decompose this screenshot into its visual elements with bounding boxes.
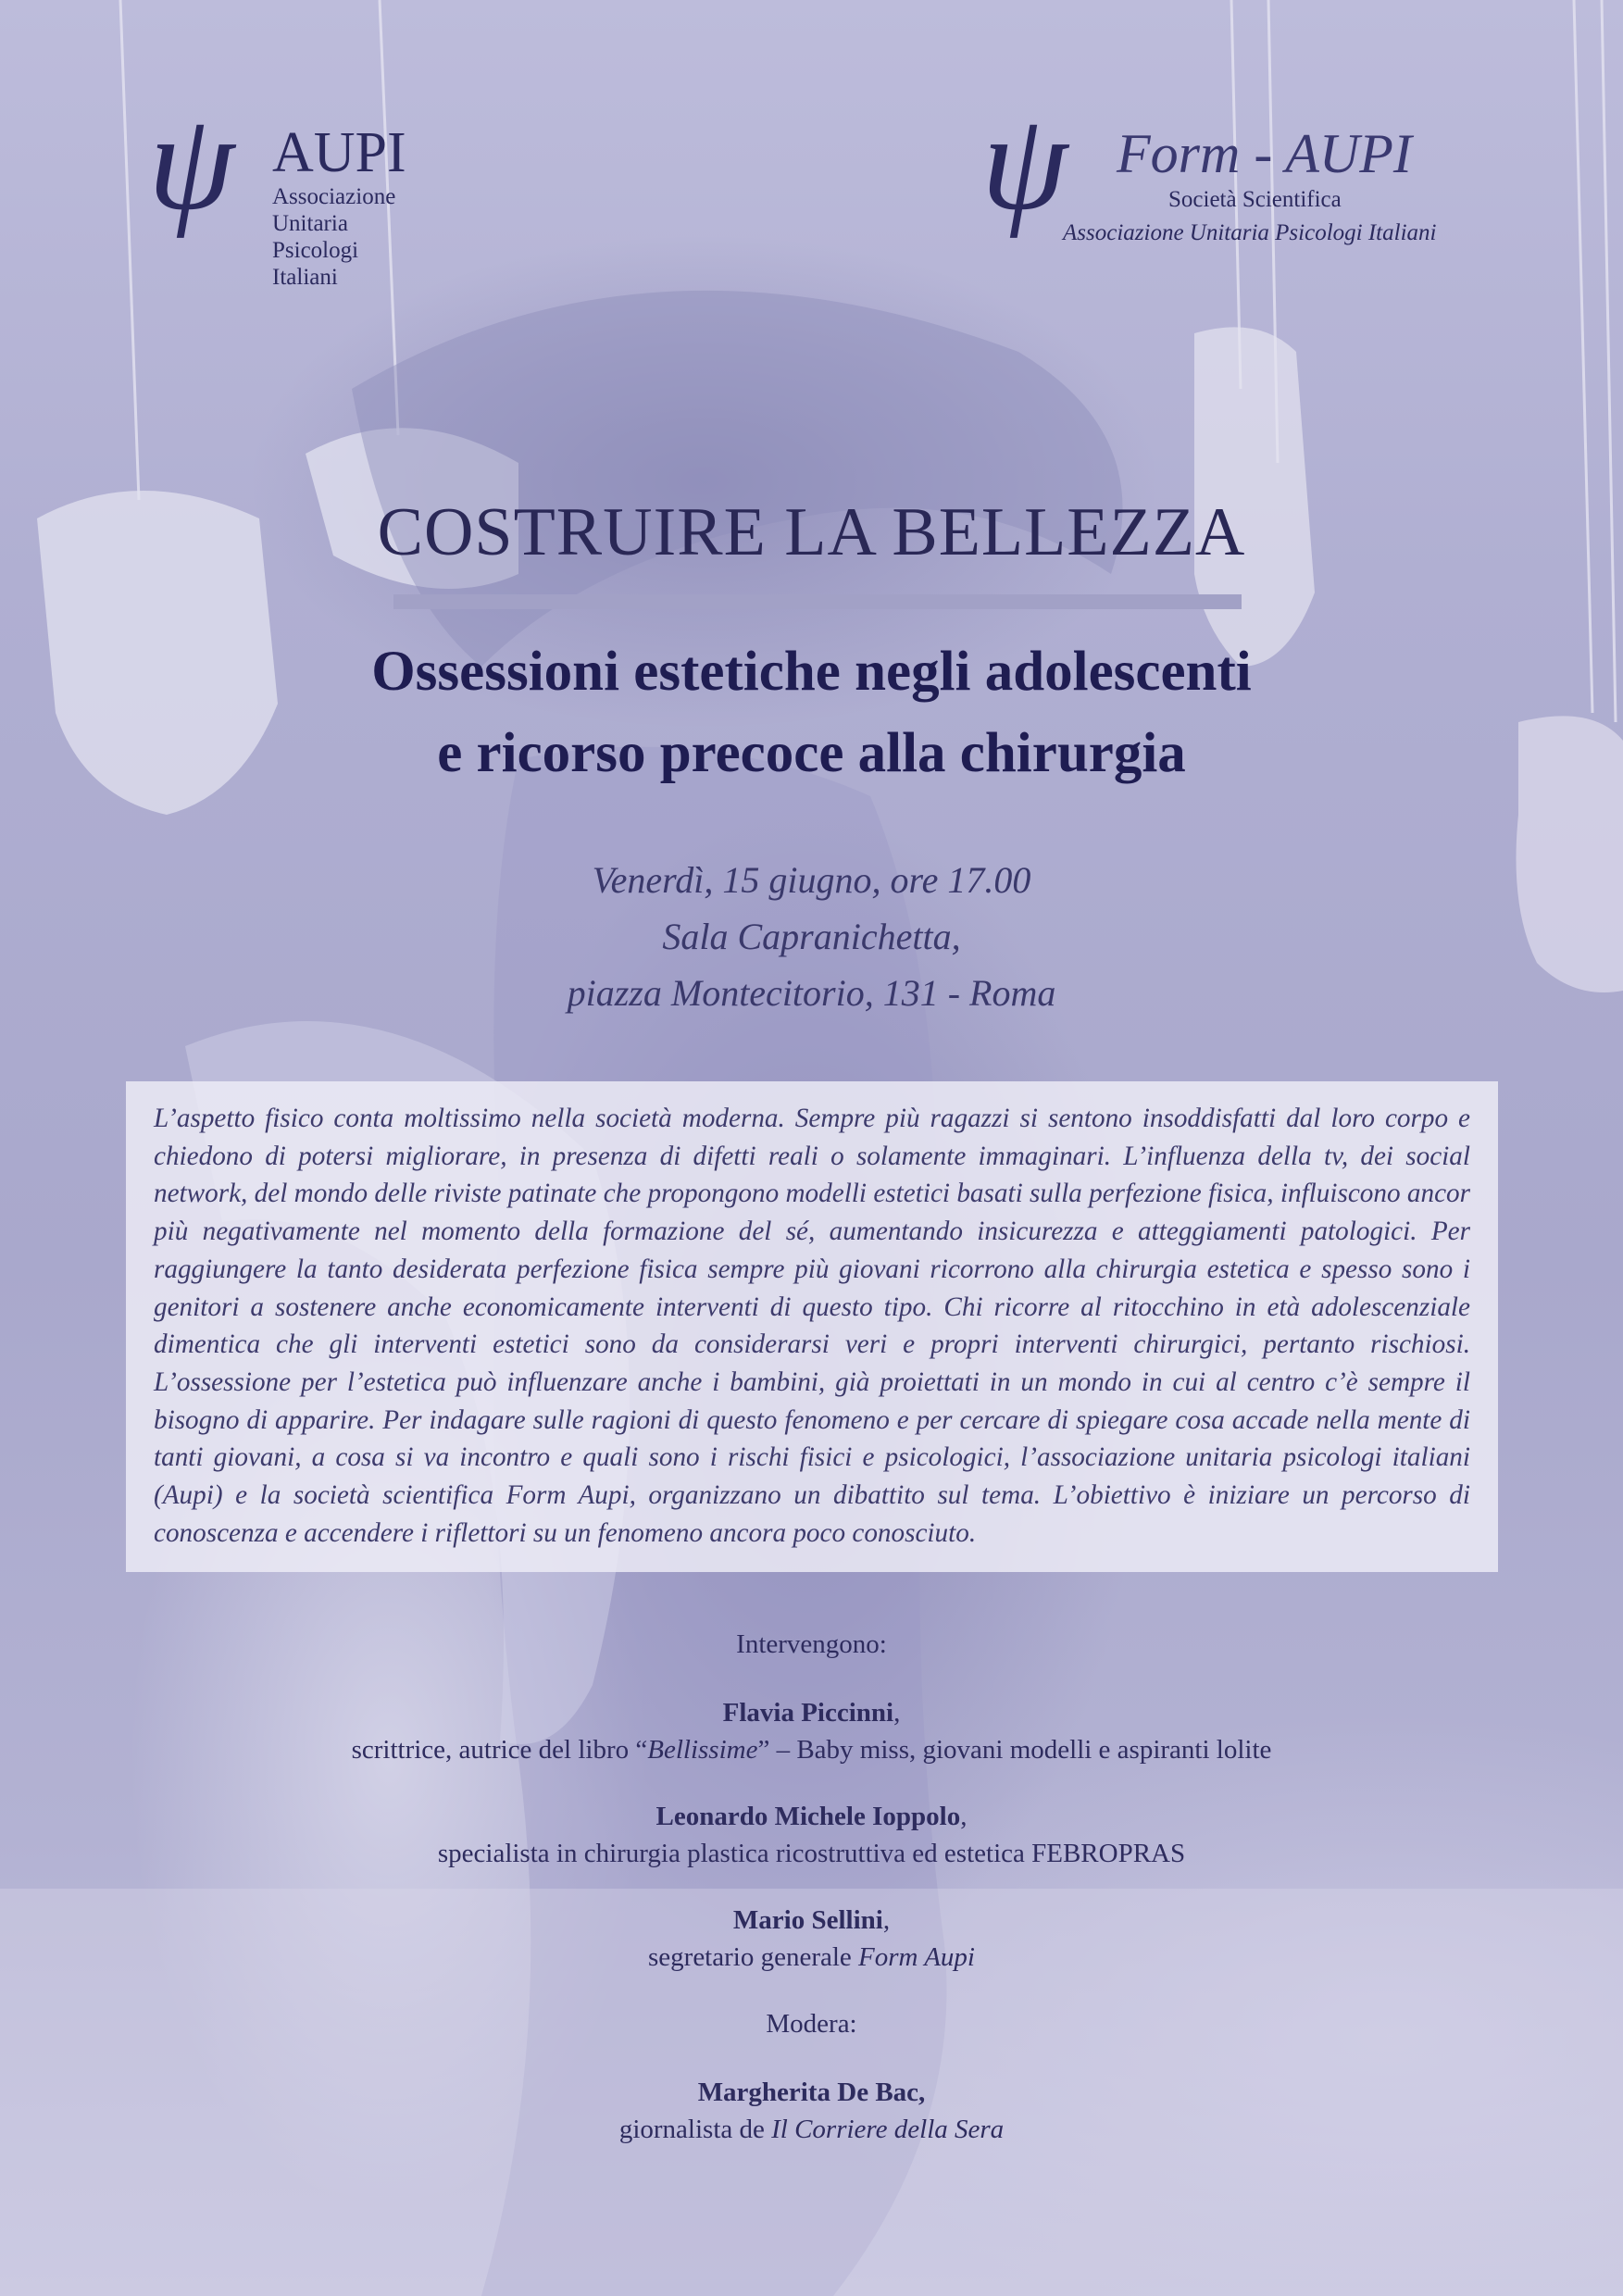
mask-string [120, 0, 139, 500]
speaker-name: Mario Sellini [732, 1905, 883, 1935]
speakers-section [0, 1626, 1623, 2177]
event-venue: Sala Capranichetta, [662, 916, 961, 957]
event-address: piazza Montecitorio, 131 - Roma [567, 972, 1056, 1014]
speaker-role: scrittrice, autrice del libro “Bellissime” – Baby miss, giovani modelli e aspiranti lolite [351, 1735, 1272, 1765]
aupi-logo [148, 85, 444, 306]
title-divider [393, 594, 1242, 609]
event-date: Venerdì, 15 giugno, ore 17.00 [592, 859, 1031, 901]
speaker-role: specialista in chirurgia plastica ricostruttiva ed estetica FEBROPRAS [437, 1839, 1186, 1868]
event-details [0, 852, 1623, 1021]
speaker-entry: Flavia Piccinni, scrittrice, autrice del libro “Bellissime” – Baby miss, giovani modelli e aspiranti lolite [0, 1694, 1623, 1768]
form-aupi-logo-line1: Società Scientifica [1168, 187, 1342, 212]
subtitle-line: Ossessioni estetiche negli adolescenti [371, 641, 1252, 703]
speaker-name: Leonardo Michele Ioppolo [655, 1802, 961, 1831]
abstract-text: L’aspetto fisico conta moltissimo nella società moderna. Sempre più ragazzi si sentono insoddisfatti dal loro corpo e chiedono di potersi migliorare, in presenza di difetti reali o solamente immaginari. L’influenza della tv, dei social network, del mondo delle riviste patinate che propongono modelli estetici basati sulla perfezione fisica, influiscono ancor più negativamente nel momento della formazione del sé, aumentando insicurezza e atteggiamenti patologici. Per raggiungere la tanto desiderata perfezione fisica sempre più giovani ricorrono alla chirurgia estetica e spesso sono i genitori a sostenere anche economicamente interventi di questo tipo. Chi ricorre al ritocchino in età adolescenziale dimentica che gli interventi estetici sono da considerarsi veri e propri interventi chirurgici, pertanto rischiosi. L’ossessione per l’estetica può influenzare anche i bambini, già proiettati in un mondo in cui al centro c’è sempre il bisogno di apparire. Per indagare sulle ragioni di questo fenomeno e per cercare di spiegare cosa accade nella mente di tanti giovani, a cosa si va incontro e quali sono i rischi fisici e psicologici, l’associazione unitaria psicologi italiani (Aupi) e la società scientifica Form Aupi, organizzano un dibattito sul tema. L’obiettivo è iniziare un percorso di conoscenza e accendere i riflettori su un fenomeno ancora poco conosciuto. [154, 1104, 1470, 1548]
psi-logo-icon: ψ [981, 85, 1068, 239]
moderator-label: Modera: [766, 2009, 857, 2039]
event-title: COSTRUIRE LA BELLEZZA [377, 494, 1246, 570]
aupi-logo-line: Associazione [272, 184, 396, 209]
moderator-entry [0, 2074, 1623, 2148]
aupi-logo-line: Italiani [272, 265, 338, 290]
moderator-role: giornalista de Il Corriere della Sera [618, 2115, 1005, 2144]
speaker-entry: Mario Sellini, segretario generale Form Aupi [0, 1902, 1623, 1976]
form-aupi-logo [981, 85, 1500, 268]
moderator-name: Margherita De Bac, [697, 2078, 926, 2107]
speaker-name: Flavia Piccinni [722, 1698, 894, 1728]
mask-string [1574, 0, 1592, 713]
form-aupi-logo-name: Form - AUPI [1117, 123, 1412, 184]
speaker-entry: Leonardo Michele Ioppolo, specialista in chirurgia plastica ricostruttiva ed estetica FEBROPRAS [0, 1798, 1623, 1872]
abstract-box [126, 1081, 1498, 1572]
event-subtitle [0, 631, 1623, 794]
speakers-label: Intervengono: [736, 1629, 887, 1659]
subtitle-line: e ricorso precoce alla chirurgia [437, 722, 1186, 784]
aupi-logo-name: AUPI [272, 121, 406, 184]
speaker-role: segretario generale Form Aupi [648, 1942, 975, 1972]
mask-string [1602, 0, 1616, 722]
aupi-logo-line: Unitaria [272, 211, 348, 236]
aupi-logo-line: Psicologi [272, 238, 359, 263]
figure-hair [352, 291, 1123, 667]
aupi-logo-subtitle [272, 183, 395, 291]
form-aupi-logo-line2: Associazione Unitaria Psicologi Italiani [1063, 220, 1437, 245]
psi-logo-icon: ψ [148, 85, 235, 239]
